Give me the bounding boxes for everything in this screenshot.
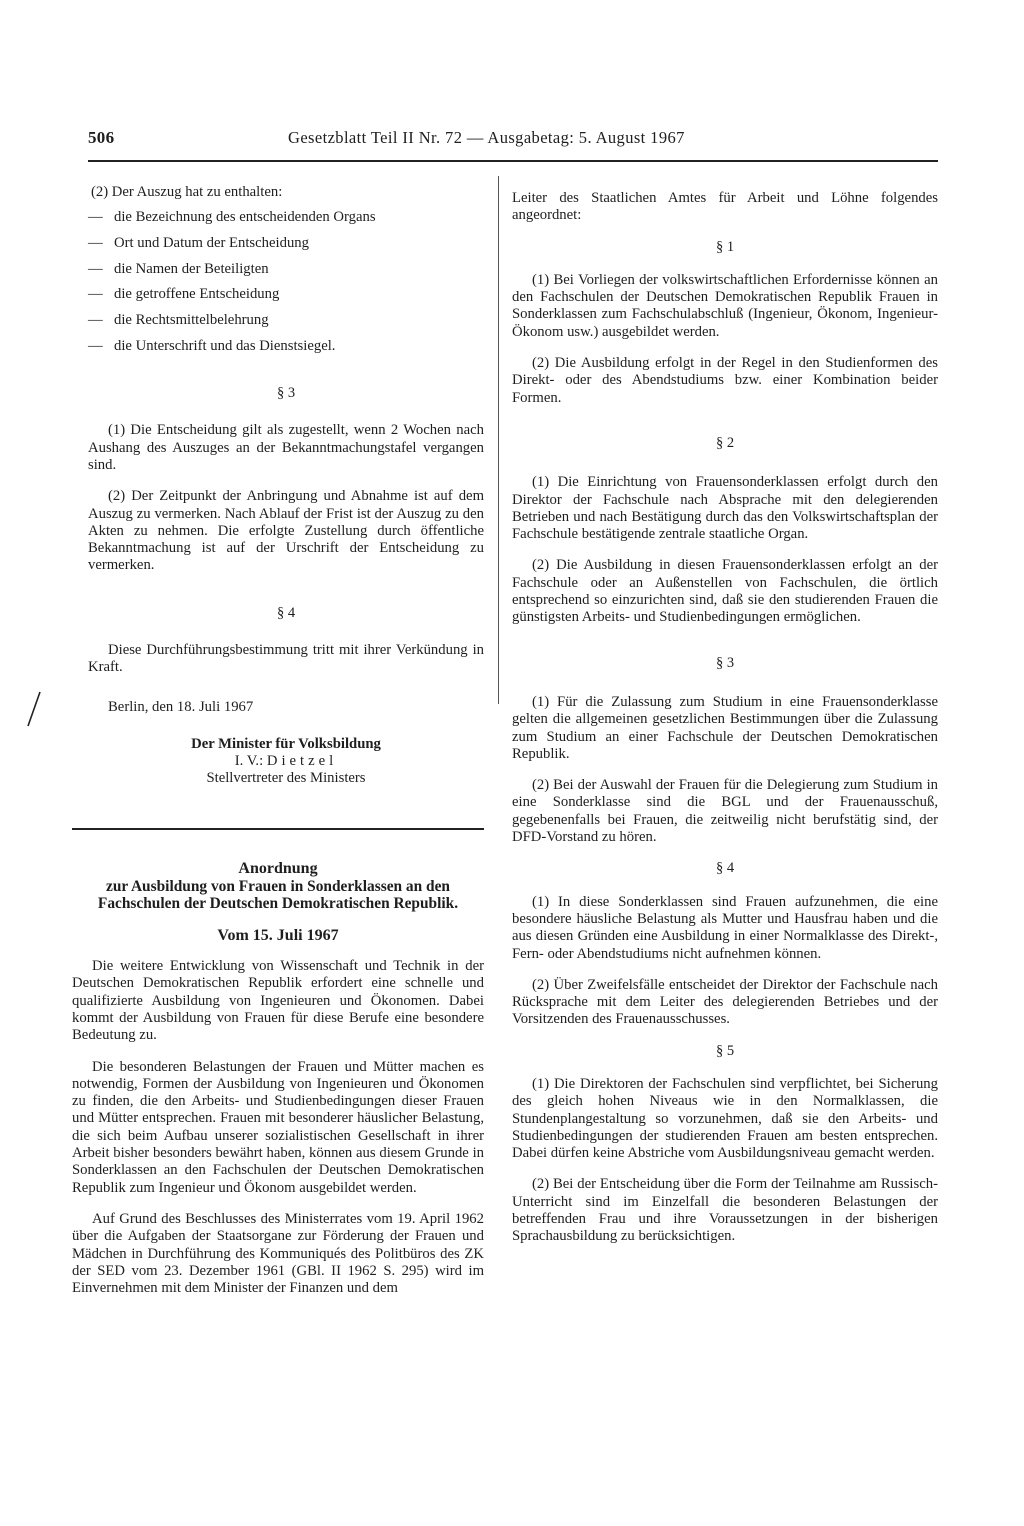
paragraph: Die weitere Entwicklung von Wissenschaft und Technik in der Deutschen Demokratischen Republik erfordert eine schnelle und qualifizierte Ausbildung von Ingenieuren und Ökonomen. Dabei kommt der Ausbildung von Frauen für diese Berufe eine besondere Bedeutung zu.: [72, 958, 484, 1044]
ordinance-block: [72, 860, 484, 1311]
paragraph: (2) Die Ausbildung in diesen Frauensonderklassen erfolgt an der Fachschule oder an Außenstellen von Fachschulen, die örtlich entsprechend so einzurichten sind, daß sie den studierenden Frauen die günstigsten Arbeits- und Studienbedingungen ermöglichen.: [512, 557, 938, 626]
section-heading: § 3: [715, 654, 735, 671]
signature-name-line: [88, 753, 484, 770]
paragraph: Diese Durchführungsbestimmung tritt mit ihrer Verkündung in Kraft.: [88, 642, 484, 676]
paragraph: (1) Die Einrichtung von Frauensonderklassen erfolgt durch den Direktor der Fachschule nach Absprache mit den delegierenden Betrieben und nach Bestätigung durch das den Volkswirtschaftsplan der Fachschule bestätigende zentrale staatliche Organ.: [512, 474, 938, 543]
list-item: — die Namen der Beteiligten: [88, 260, 269, 277]
list-item: — Ort und Datum der Entscheidung: [88, 234, 309, 251]
ordinance-date: Vom 15. Juli 1967: [217, 926, 339, 944]
list-item: — die getroffene Entscheidung: [88, 286, 280, 303]
paragraph: (2) Über Zweifelsfälle entscheidet der Direktor der Fachschule nach Rücksprache mit dem Leiter des delegierenden Betriebes und der Vorsitzenden des Frauenausschusses.: [512, 976, 938, 1028]
signature-proxy: I. V.:: [234, 753, 264, 770]
extract-list: [88, 209, 484, 355]
left-column: [88, 184, 484, 788]
list-item: — die Bezeichnung des entscheidenden Organs: [88, 209, 376, 226]
section-heading: § 2: [715, 434, 735, 451]
list-item: — die Unterschrift und das Dienstsiegel.: [88, 337, 336, 354]
place-date: Berlin, den 18. Juli 1967: [108, 698, 254, 715]
column-divider: [498, 176, 499, 704]
right-column: [512, 190, 938, 1260]
header-rule: [88, 160, 938, 162]
ordinance-title-line1: Anordnung: [238, 860, 318, 877]
paragraph: Auf Grund des Beschlusses des Ministerrates vom 19. April 1962 über die Aufgaben der Staatsorgane zur Förderung der Frauen und Mädchen in Durchführung des Kommuniqués des Politbüros des ZK der SED vom 23. Dezember 1961 (GBl. II 1962 S. 295) wird im Einvernehmen mit dem Minister der Finanzen und dem: [72, 1210, 484, 1297]
paragraph: (1) Für die Zulassung zum Studium in eine Frauensonderklasse gelten die allgemeinen gesetzlichen Bestimmungen über die Zulassung zum Studium an einer Fachschule der Deutschen Demokratischen Republik.: [512, 693, 938, 762]
dash-marker: —: [88, 312, 103, 329]
paragraph: (2) Der Zeitpunkt der Anbringung und Abnahme ist auf dem Auszug zu vermerken. Nach Ablauf der Frist ist der Auszug zu den Akten zu nehmen. Die erfolgte Zustellung durch öffentliche Bekanntmachung ist auf der Urschrift der Entscheidung zu vermerken.: [88, 488, 484, 574]
dash-marker: —: [88, 337, 103, 354]
section-heading: § 3: [276, 385, 296, 402]
paragraph: Die besonderen Belastungen der Frauen und Mütter machen es notwendig, Formen der Ausbildung von Ingenieuren und Ökonomen zu finden, die den Arbeits- und Studienbedingungen dieser Frauen und Mütter entsprechen. Frauen mit besonderer häuslicher Belastung, die sich beim Aufbau unserer sozialistischen Gesellschaft in ihrer Arbeit bisher besonders bewährt haben, können aus diesem Grunde in Sonderklassen an den Fachschulen der Deutschen Demokratischen Republik zum Ingenieur und Ökonom ausgebildet werden.: [72, 1058, 484, 1196]
page-header: [88, 128, 938, 152]
dash-marker: —: [88, 260, 103, 277]
page-number: 506: [88, 128, 115, 147]
dash-marker: —: [88, 286, 103, 303]
signature-name: Dietzel: [266, 753, 338, 770]
paragraph: (2) Die Ausbildung erfolgt in der Regel in den Studienformen des Direkt- oder des Abendstudiums bzw. einer Kombination beider Formen.: [512, 355, 938, 406]
extract-intro: (2) Der Auszug hat zu enthalten:: [91, 184, 283, 200]
paragraph: (2) Bei der Auswahl der Frauen für die Delegierung zum Studium in eine Sonderklasse sind die BGL und der Frauenausschuß, gegebenenfalls bei Frauen, die zeitweilig nicht berufstätig sind, der DFD-Vorstand zu hören.: [512, 777, 938, 846]
paragraph: (1) Bei Vorliegen der volkswirtschaftlichen Erfordernisse können an den Fachschulen der Deutschen Demokratischen Republik Frauen in Sonderklassen zum Fachschulabschluß (Ingenieur, Ökonom, Ingenieur-Ökonom usw.) ausgebildet werden.: [512, 271, 938, 340]
signature-office: Der Minister für Volksbildung: [191, 735, 381, 752]
section-heading: § 4: [276, 604, 296, 621]
section-heading: § 5: [715, 1042, 735, 1059]
paragraph: (1) Die Entscheidung gilt als zugestellt, wenn 2 Wochen nach Aushang des Auszuges an der Bekanntmachungstafel vergangen sind.: [88, 422, 484, 473]
section-heading: § 4: [715, 860, 735, 877]
signature-role: Stellvertreter des Ministers: [206, 770, 366, 787]
paragraph: (1) Die Direktoren der Fachschulen sind verpflichtet, bei Sicherung des gleich hohen Niveaus wie in den Normalklassen, die Stundenplangestaltung so vorzunehmen, daß sie den Arbeits- und Studienbedingungen der studierenden Frauen am besten entsprechen. Dabei dürfen keine Abstriche vom Ausbildungsniveau gemacht werden.: [512, 1075, 938, 1162]
continuation-text: Leiter des Staatlichen Amtes für Arbeit und Löhne folgendes angeordnet:: [512, 190, 938, 224]
dash-marker: —: [88, 209, 103, 226]
list-item: — die Rechtsmittelbelehrung: [88, 312, 269, 329]
section-heading: § 1: [715, 238, 735, 255]
pen-mark-graphic: [24, 690, 44, 730]
paragraph: (2) Bei der Entscheidung über die Form der Teilnahme am Russisch-Unterricht sind im Einzelfall die besonderen Belastungen der betreffenden Frau und ihre Voraussetzungen in der bisherigen Sprachausbildung zu berücksichtigen.: [512, 1176, 938, 1245]
separator-rule: [72, 828, 484, 830]
running-title: Gesetzblatt Teil II Nr. 72 — Ausgabetag: 5. August 1967: [288, 128, 685, 147]
ordinance-title-rest: zur Ausbildung von Frauen in Sonderklassen an den Fachschulen der Deutschen Demokratischen Republik.: [97, 877, 459, 913]
ordinance-title: [72, 860, 484, 913]
dash-marker: —: [88, 234, 103, 251]
paragraph: (1) In diese Sonderklassen sind Frauen aufzunehmen, die eine besondere häusliche Belastung als Mutter und Hausfrau haben und die aus diesen Gründen eine Ausbildung in einer Normalklasse des Direkt-, Fern- oder Abendstudiums nicht aufnehmen können.: [512, 893, 938, 962]
